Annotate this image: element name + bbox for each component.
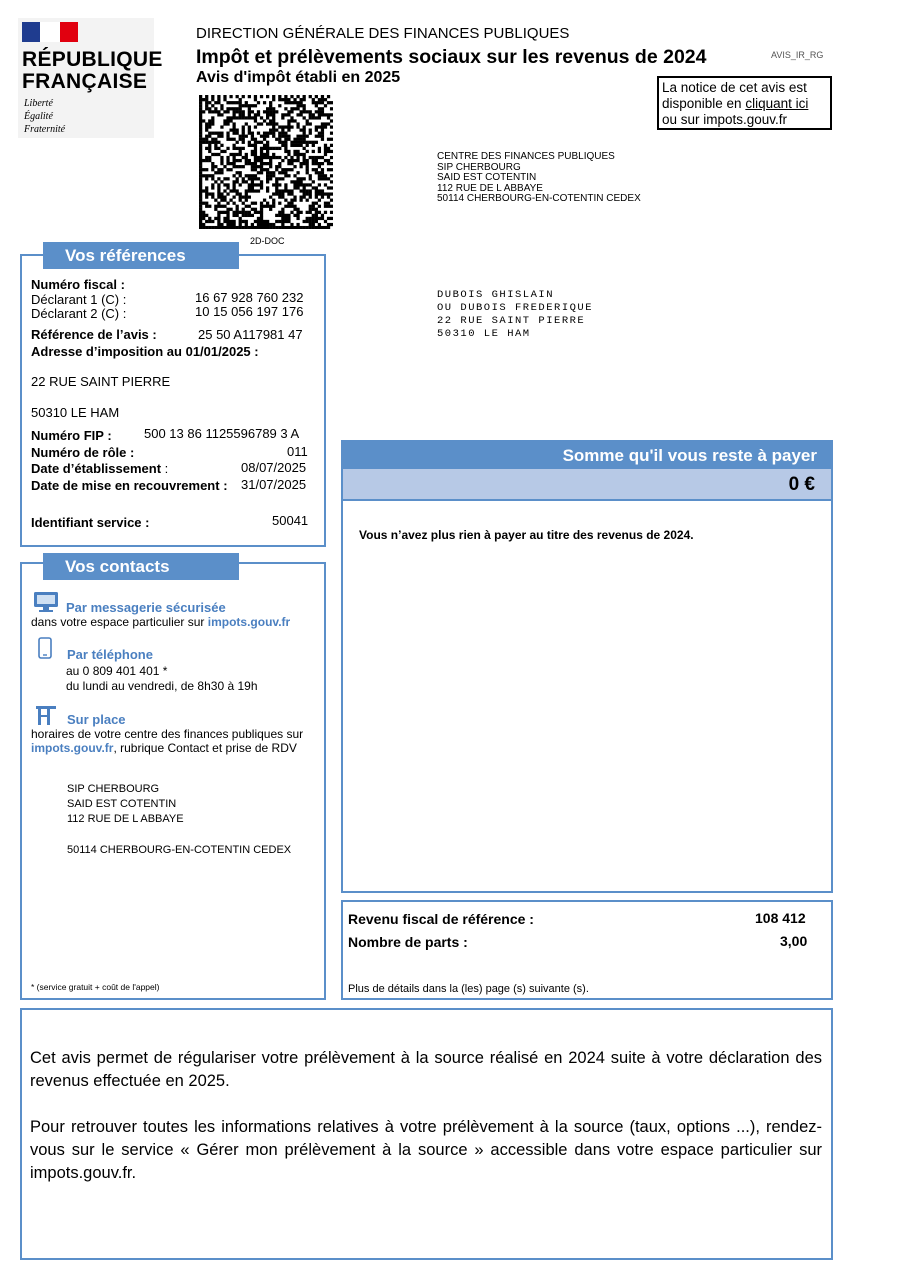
center-line: SAID EST COTENTIN: [437, 172, 537, 183]
logo-line1: RÉPUBLIQUE: [22, 48, 163, 71]
notice-prefix: La notice de cet avis est disponible en: [662, 80, 807, 111]
phone-icon: [38, 637, 52, 664]
adresse-label: Adresse d’imposition au 01/01/2025 :: [31, 344, 259, 359]
contact-address-line: 112 RUE DE L ABBAYE: [67, 813, 184, 825]
page-subtitle: Avis d'impôt établi en 2025: [196, 69, 401, 86]
payment-heading: Somme qu'il vous reste à payer: [343, 442, 831, 469]
telephone-hours: du lundi au vendredi, de 8h30 à 19h: [66, 679, 258, 693]
recipient-line: 50310 LE HAM: [437, 328, 531, 340]
contact-address: [67, 782, 291, 858]
barcode-label: 2D-DOC: [250, 236, 285, 246]
contacts-heading: Vos contacts: [43, 553, 239, 580]
fip-value: 500 13 86 1125596789 3 A: [144, 426, 300, 441]
place-text: horaires de votre centre des finances publiques sur: [31, 727, 304, 741]
adresse-line2: 50310 LE HAM: [31, 405, 120, 420]
place-text2: , rubrique Contact et prise de RDV: [113, 741, 297, 755]
telephone-number: au 0 809 401 401 *: [66, 664, 168, 678]
recipient-line: OU DUBOIS FREDERIQUE: [437, 302, 594, 314]
footnote: * (service gratuit + coût de l'appel): [31, 982, 160, 992]
etab-sep: :: [161, 461, 169, 476]
parts-label: Nombre de parts :: [348, 934, 468, 950]
declarant2-label: Déclarant 2 (C) :: [31, 306, 127, 321]
telephone-title: Par téléphone: [67, 647, 153, 662]
role-value: 011: [287, 444, 308, 459]
references-heading: Vos références: [43, 242, 239, 269]
revenue-details: Plus de détails dans la (les) page (s) suivante (s).: [348, 983, 589, 995]
center-line: 112 RUE DE L ABBAYE: [437, 182, 543, 194]
page-title: Impôt et prélèvements sociaux sur les revenus de 2024: [196, 46, 707, 68]
messagerie-title: Par messagerie sécurisée: [66, 600, 226, 615]
tax-center-address: [437, 152, 641, 205]
role-label: Numéro de rôle :: [31, 445, 135, 460]
declarant2-value: 10 15 056 197 176: [195, 304, 304, 319]
logo-line2: FRANÇAISE: [22, 70, 148, 93]
republique-logo: [18, 18, 163, 138]
center-line: CENTRE DES FINANCES PUBLIQUES: [437, 151, 615, 162]
recipient-address: [437, 289, 593, 341]
recouv-label: Date de mise en recouvrement :: [31, 478, 228, 493]
recouv-value: 31/07/2025: [241, 477, 307, 492]
etab-label: Date d’établissement: [31, 461, 162, 476]
logo-motto3: Fraternité: [24, 124, 66, 135]
rfr-label: Revenu fiscal de référence :: [348, 911, 534, 927]
flag-icon: [22, 22, 78, 42]
center-line: 50114 CHERBOURG-EN-COTENTIN CEDEX: [437, 193, 641, 204]
authority-name: DIRECTION GÉNÉRALE DES FINANCES PUBLIQUES: [196, 25, 570, 42]
place-link[interactable]: impots.gouv.fr: [31, 741, 114, 755]
numero-fiscal-label: Numéro fiscal :: [31, 277, 125, 292]
parts-value: 3,00: [780, 933, 808, 949]
contact-address-line: 50114 CHERBOURG-EN-COTENTIN CEDEX: [67, 844, 292, 856]
service-value: 50041: [272, 513, 309, 528]
info-para1: Cet avis permet de régulariser votre prélèvement à la source réalisé en 2024 suite à votre déclaration des revenus effectuée en 2025.: [30, 1049, 822, 1090]
info-para2: Pour retrouver toutes les informations relatives à votre prélèvement à la source (taux, options ...), rendez-vous sur le service « Gérer mon prélèvement à la source » accessible dans votre espace particulier sur impots.gouv.fr.: [30, 1118, 822, 1182]
rfr-value: 108 412: [755, 910, 806, 926]
ref-avis-value: 25 50 A117981 47: [198, 327, 303, 342]
center-line: SIP CHERBOURG: [437, 161, 521, 173]
notice-link[interactable]: cliquant ici: [745, 96, 809, 111]
notice-suffix: ou sur impots.gouv.fr: [662, 112, 788, 127]
ref-avis-label: Référence de l’avis :: [31, 327, 157, 342]
declarant1-label: Déclarant 1 (C) :: [31, 292, 127, 307]
payment-message: Vous n’avez plus rien à payer au titre des revenus de 2024.: [359, 528, 694, 542]
2d-doc-barcode: [199, 95, 333, 229]
messagerie-text: dans votre espace particulier sur: [31, 615, 205, 629]
logo-motto1: Liberté: [24, 98, 53, 109]
messagerie-link[interactable]: impots.gouv.fr: [207, 615, 291, 629]
place-line2: [31, 741, 297, 755]
declarant1-value: 16 67 928 760 232: [195, 290, 304, 305]
payment-box: [341, 440, 833, 893]
contact-address-line: SIP CHERBOURG: [67, 783, 160, 795]
messagerie-line: [31, 615, 290, 629]
notice-box: [657, 76, 832, 130]
recipient-line: 22 RUE SAINT PIERRE: [437, 315, 586, 327]
recipient-line: DUBOIS GHISLAIN: [437, 289, 555, 301]
etab-value: 08/07/2025: [241, 460, 307, 475]
document-code: AVIS_IR_RG: [771, 50, 824, 60]
etab-row: [31, 461, 168, 476]
place-title: Sur place: [67, 712, 126, 727]
computer-icon: [33, 591, 59, 618]
logo-motto2: Égalité: [24, 111, 53, 122]
fip-label: Numéro FIP :: [31, 428, 112, 443]
service-label: Identifiant service :: [31, 515, 150, 530]
payment-amount: 0 €: [343, 469, 831, 501]
contact-address-line: SAID EST COTENTIN: [67, 798, 177, 810]
adresse-line1: 22 RUE SAINT PIERRE: [31, 374, 171, 389]
